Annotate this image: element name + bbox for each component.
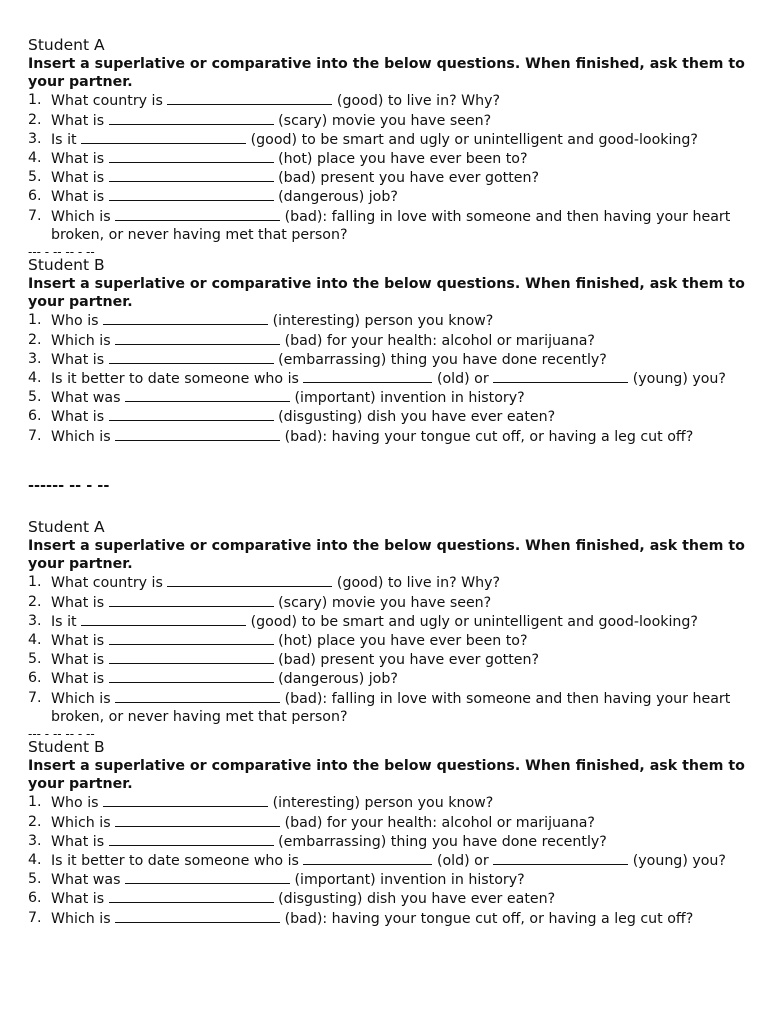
question-list [28, 573, 748, 726]
answer-blank[interactable] [115, 813, 280, 827]
answer-blank[interactable] [109, 889, 274, 903]
answer-blank[interactable] [125, 388, 290, 402]
question-item: 6. What is (dangerous) job? [28, 188, 398, 206]
cut-line: ------ -- - -- [28, 478, 110, 494]
answer-blank[interactable] [109, 669, 274, 683]
separator: --- - -- -- - -- [28, 727, 95, 742]
separator: --- - -- -- - -- [28, 245, 95, 260]
question-item: 5. What was (important) invention in history? [28, 389, 525, 407]
question-list [28, 793, 748, 927]
answer-blank[interactable] [115, 427, 280, 441]
answer-blank[interactable] [109, 187, 274, 201]
answer-blank[interactable] [109, 168, 274, 182]
section-heading: Student A [28, 518, 105, 536]
question-item: 2. What is (scary) movie you have seen? [28, 593, 492, 611]
answer-blank[interactable] [115, 331, 280, 345]
answer-blank[interactable] [109, 407, 274, 421]
question-item: 7. Which is (bad): falling in love with someone and then having your heart broken, or never having met that person? [28, 689, 731, 725]
answer-blank-old[interactable] [303, 851, 432, 865]
answer-blank[interactable] [109, 593, 274, 607]
answer-blank[interactable] [81, 130, 246, 144]
section-heading: Student B [28, 256, 105, 274]
question-item: 1. Who is (interesting) person you know? [28, 312, 494, 330]
question-item: 4. What is (hot) place you have ever been to? [28, 632, 528, 650]
question-item: 5. What is (bad) present you have ever gotten? [28, 169, 540, 187]
question-item: 3. Is it (good) to be smart and ugly or unintelligent and good-looking? [28, 130, 698, 148]
section-heading: Student B [28, 738, 105, 756]
question-item: 5. What is (bad) present you have ever gotten? [28, 651, 540, 669]
section-heading: Student A [28, 36, 105, 54]
instructions: Insert a superlative or comparative into the below questions. When finished, ask them to your partner. [28, 538, 745, 573]
question-item: 7. Which is (bad): falling in love with someone and then having your heart broken, or never having met that person? [28, 207, 731, 243]
answer-blank[interactable] [109, 631, 274, 645]
instructions: Insert a superlative or comparative into the below questions. When finished, ask them to your partner. [28, 758, 745, 793]
question-item: 3. Is it (good) to be smart and ugly or unintelligent and good-looking? [28, 612, 698, 630]
question-list [28, 311, 748, 445]
question-item: 7. Which is (bad): having your tongue cut off, or having a leg cut off? [28, 427, 694, 445]
answer-blank[interactable] [103, 793, 268, 807]
question-item: 6. What is (disgusting) dish you have ever eaten? [28, 890, 556, 908]
question-item: 2. Which is (bad) for your health: alcohol or marijuana? [28, 331, 595, 349]
question-item: 7. Which is (bad): having your tongue cut off, or having a leg cut off? [28, 909, 694, 927]
student-a-section-copy [28, 518, 748, 742]
answer-blank[interactable] [109, 650, 274, 664]
answer-blank[interactable] [115, 909, 280, 923]
answer-blank-young[interactable] [493, 851, 628, 865]
student-b-section-copy [28, 738, 748, 928]
answer-blank[interactable] [109, 111, 274, 125]
answer-blank-young[interactable] [493, 369, 628, 383]
question-item: 6. What is (dangerous) job? [28, 670, 398, 688]
question-item: 4. What is (hot) place you have ever been to? [28, 150, 528, 168]
question-item: 4. Is it better to date someone who is (old) or (young) you? [28, 370, 726, 388]
instructions: Insert a superlative or comparative into the below questions. When finished, ask them to your partner. [28, 276, 745, 311]
student-b-section [28, 256, 748, 446]
answer-blank[interactable] [167, 573, 332, 587]
answer-blank[interactable] [109, 832, 274, 846]
answer-blank[interactable] [103, 311, 268, 325]
answer-blank[interactable] [125, 870, 290, 884]
question-item: 4. Is it better to date someone who is (old) or (young) you? [28, 852, 726, 870]
question-list [28, 91, 748, 244]
answer-blank[interactable] [115, 207, 280, 221]
answer-blank-old[interactable] [303, 369, 432, 383]
answer-blank[interactable] [167, 91, 332, 105]
answer-blank[interactable] [81, 612, 246, 626]
answer-blank[interactable] [109, 350, 274, 364]
answer-blank[interactable] [115, 689, 280, 703]
question-item: 6. What is (disgusting) dish you have ever eaten? [28, 408, 556, 426]
question-item: 1. What country is (good) to live in? Why? [28, 574, 501, 592]
question-item: 1. Who is (interesting) person you know? [28, 794, 494, 812]
instructions: Insert a superlative or comparative into the below questions. When finished, ask them to your partner. [28, 56, 745, 91]
answer-blank[interactable] [109, 149, 274, 163]
question-item: 2. Which is (bad) for your health: alcohol or marijuana? [28, 813, 595, 831]
question-item: 2. What is (scary) movie you have seen? [28, 111, 492, 129]
question-item: 5. What was (important) invention in history? [28, 871, 525, 889]
student-a-section [28, 36, 748, 260]
question-item: 1. What country is (good) to live in? Why? [28, 92, 501, 110]
question-item: 3. What is (embarrassing) thing you have done recently? [28, 350, 607, 368]
question-item: 3. What is (embarrassing) thing you have done recently? [28, 832, 607, 850]
